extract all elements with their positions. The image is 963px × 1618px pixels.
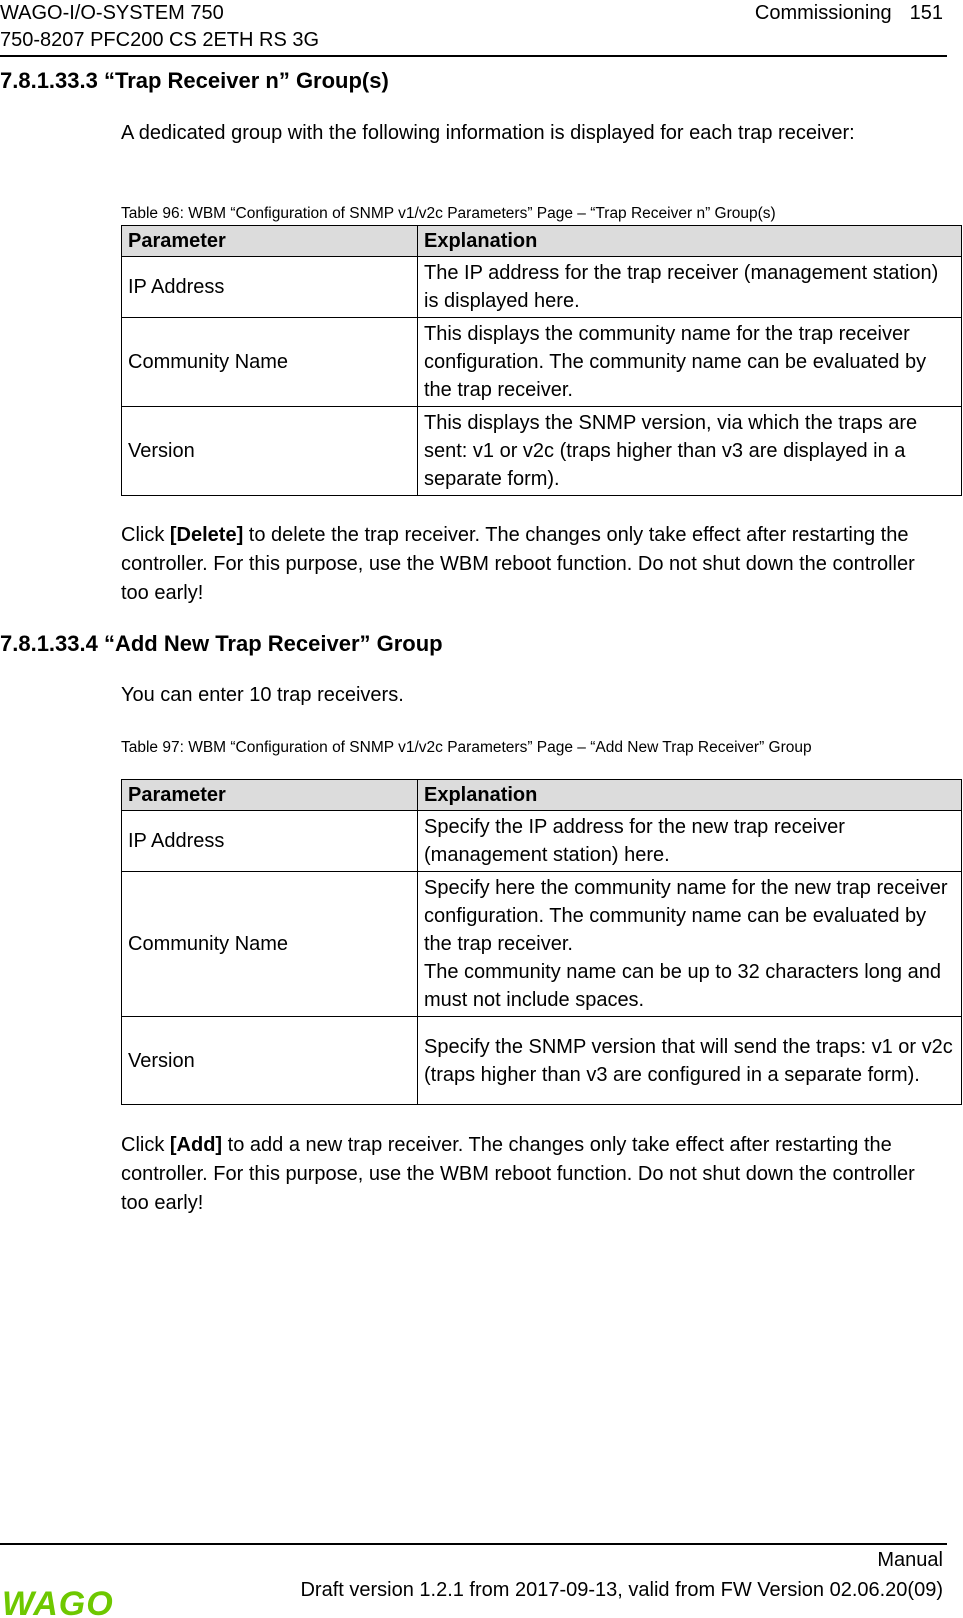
running-header-right — [737, 0, 943, 27]
add-button-ref: [Add] — [169, 1134, 223, 1156]
table97-caption: Table 97: WBM “Configuration of SNMP v1/v2c Parameters” Page – “Add New Trap Receiver” Group — [121, 739, 812, 756]
param-cell: Community Name — [122, 872, 418, 1017]
page-number: 151 — [909, 2, 943, 24]
delete-button-ref: [Delete] — [169, 524, 244, 546]
col-header-parameter: Parameter — [122, 226, 418, 257]
table-row — [122, 1017, 962, 1105]
explanation-cell — [418, 872, 962, 1017]
table-row — [122, 318, 962, 407]
note-prefix: Click — [121, 1134, 170, 1156]
explanation-cell: This displays the SNMP version, via which the traps are sent: v1 or v2c (traps higher than v3 are displayed in a separate form). — [418, 407, 962, 496]
header-rule — [0, 55, 947, 57]
col-header-explanation: Explanation — [418, 780, 962, 811]
table96-caption: Table 96: WBM “Configuration of SNMP v1/v2c Parameters” Page – “Trap Receiver n” Group(s) — [121, 205, 776, 222]
footer-manual: Manual — [877, 1549, 943, 1571]
footer-rule — [0, 1543, 947, 1545]
table97 — [121, 779, 962, 1105]
table-row — [122, 407, 962, 496]
table-row — [122, 811, 962, 872]
table-row — [122, 257, 962, 318]
section2-intro: You can enter 10 trap receivers. — [121, 684, 404, 706]
table-row — [122, 872, 962, 1017]
explanation-cell: This displays the community name for the trap receiver configuration. The community name can be evaluated by the trap receiver. — [418, 318, 962, 407]
note-text: to add a new trap receiver. The changes only take effect after restarting the controller. For this purpose, use the WBM reboot function. Do not shut down the controller too early! — [121, 1134, 915, 1214]
explanation-cell: Specify the SNMP version that will send the traps: v1 or v2c (traps higher than v3 are configured in a separate form). — [418, 1017, 962, 1105]
param-cell: IP Address — [122, 811, 418, 872]
table96 — [121, 225, 962, 496]
footer-draft-version: Draft version 1.2.1 from 2017-09-13, valid from FW Version 02.06.20(09) — [300, 1579, 943, 1601]
section-heading-trap-receiver: 7.8.1.33.3 “Trap Receiver n” Group(s) — [0, 68, 389, 93]
explanation-cell: The IP address for the trap receiver (management station) is displayed here. — [418, 257, 962, 318]
param-cell: Version — [122, 1017, 418, 1105]
explanation-text: Specify here the community name for the new trap receiver configuration. The community name can be evaluated by the trap receiver. — [424, 877, 948, 955]
explanation-cell: Specify the IP address for the new trap receiver (management station) here. — [418, 811, 962, 872]
wago-logo — [0, 1582, 122, 1618]
param-cell: Version — [122, 407, 418, 496]
section1-intro: A dedicated group with the following information is displayed for each trap receiver: — [121, 122, 855, 144]
add-note — [121, 1131, 941, 1218]
param-cell: IP Address — [122, 257, 418, 318]
section-heading-add-trap-receiver: 7.8.1.33.4 “Add New Trap Receiver” Group — [0, 631, 443, 656]
table-header-row — [122, 780, 962, 811]
col-header-explanation: Explanation — [418, 226, 962, 257]
explanation-text-2: The community name can be up to 32 characters long and must not include spaces. — [424, 961, 941, 1011]
header-device-line: 750-8207 PFC200 CS 2ETH RS 3G — [0, 29, 320, 51]
table-header-row — [122, 226, 962, 257]
svg-text:WAGO: WAGO — [2, 1585, 114, 1618]
header-product-line: WAGO-I/O-SYSTEM 750 — [0, 2, 224, 24]
param-cell: Community Name — [122, 318, 418, 407]
note-text: to delete the trap receiver. The changes only take effect after restarting the controller. For this purpose, use the WBM reboot function. Do not shut down the controller too early! — [121, 524, 915, 604]
running-header-left — [0, 0, 319, 54]
col-header-parameter: Parameter — [122, 780, 418, 811]
note-prefix: Click — [121, 524, 170, 546]
header-section: Commissioning — [754, 2, 892, 24]
delete-note — [121, 521, 941, 608]
